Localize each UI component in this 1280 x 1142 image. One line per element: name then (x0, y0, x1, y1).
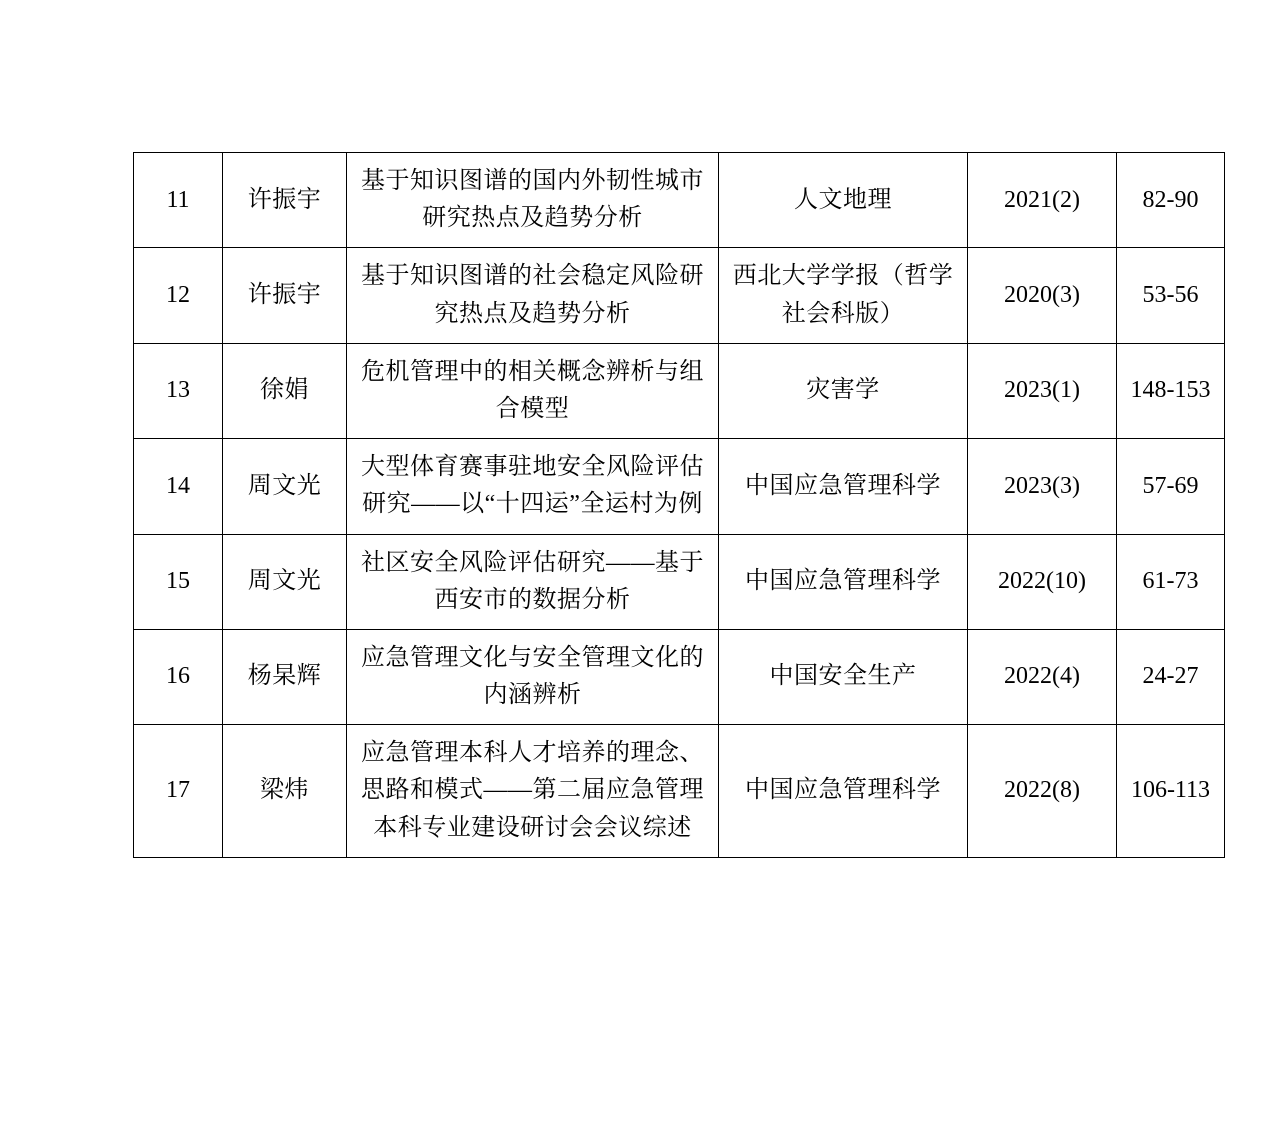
table-row (134, 343, 1225, 438)
cell-index: 11 (134, 153, 223, 248)
cell-issue: 2023(1) (968, 343, 1117, 438)
table-row (134, 248, 1225, 343)
cell-journal: 中国应急管理科学 (719, 439, 968, 534)
cell-journal: 中国安全生产 (719, 629, 968, 724)
cell-author: 许振宇 (223, 248, 347, 343)
cell-index: 12 (134, 248, 223, 343)
cell-issue: 2022(4) (968, 629, 1117, 724)
cell-author: 周文光 (223, 439, 347, 534)
cell-title: 应急管理文化与安全管理文化的内涵辨析 (347, 629, 719, 724)
cell-index: 14 (134, 439, 223, 534)
cell-index: 17 (134, 725, 223, 858)
cell-journal: 人文地理 (719, 153, 968, 248)
publication-table-container (133, 152, 1211, 858)
cell-index: 15 (134, 534, 223, 629)
cell-author: 周文光 (223, 534, 347, 629)
cell-pages: 82-90 (1117, 153, 1225, 248)
cell-title: 基于知识图谱的国内外韧性城市研究热点及趋势分析 (347, 153, 719, 248)
cell-pages: 57-69 (1117, 439, 1225, 534)
cell-pages: 61-73 (1117, 534, 1225, 629)
cell-journal: 中国应急管理科学 (719, 534, 968, 629)
table-row (134, 439, 1225, 534)
cell-journal: 西北大学学报（哲学社会科版） (719, 248, 968, 343)
table-row (134, 629, 1225, 724)
cell-journal: 灾害学 (719, 343, 968, 438)
cell-index: 16 (134, 629, 223, 724)
cell-title: 大型体育赛事驻地安全风险评估研究——以“十四运”全运村为例 (347, 439, 719, 534)
cell-issue: 2022(8) (968, 725, 1117, 858)
table-row (134, 725, 1225, 858)
cell-author: 杨杲辉 (223, 629, 347, 724)
publication-table (133, 152, 1225, 858)
cell-index: 13 (134, 343, 223, 438)
cell-pages: 53-56 (1117, 248, 1225, 343)
cell-title: 基于知识图谱的社会稳定风险研究热点及趋势分析 (347, 248, 719, 343)
cell-issue: 2021(2) (968, 153, 1117, 248)
table-row (134, 534, 1225, 629)
cell-issue: 2023(3) (968, 439, 1117, 534)
cell-author: 许振宇 (223, 153, 347, 248)
cell-issue: 2022(10) (968, 534, 1117, 629)
table-row (134, 153, 1225, 248)
cell-author: 梁炜 (223, 725, 347, 858)
cell-pages: 24-27 (1117, 629, 1225, 724)
cell-issue: 2020(3) (968, 248, 1117, 343)
cell-pages: 148-153 (1117, 343, 1225, 438)
cell-title: 社区安全风险评估研究——基于西安市的数据分析 (347, 534, 719, 629)
cell-journal: 中国应急管理科学 (719, 725, 968, 858)
cell-author: 徐娟 (223, 343, 347, 438)
cell-title: 应急管理本科人才培养的理念、思路和模式——第二届应急管理本科专业建设研讨会会议综述 (347, 725, 719, 858)
cell-title: 危机管理中的相关概念辨析与组合模型 (347, 343, 719, 438)
cell-pages: 106-113 (1117, 725, 1225, 858)
